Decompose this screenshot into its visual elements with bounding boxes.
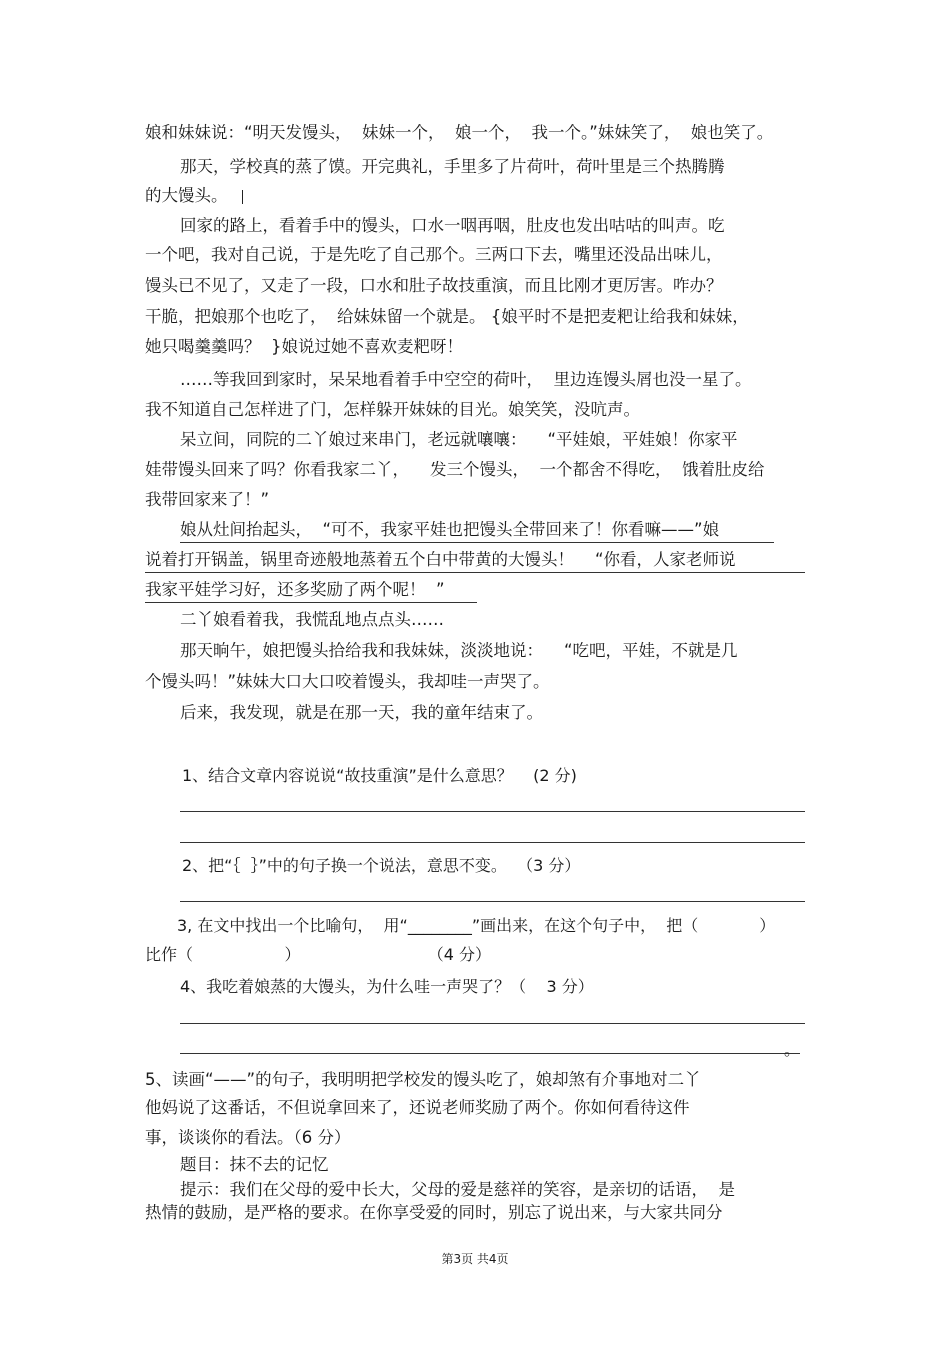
answer-line[interactable]: [180, 1023, 805, 1024]
story-line: 馒头已不见了，又走了一段，口水和肚子故技重演，而且比刚才更厉害。咋办？: [145, 276, 723, 295]
story-line: 我带回家来了！”: [145, 490, 270, 509]
underlined-sentence: 娘从灶间抬起头， “可不，我家平娃也把馒头全带回来了！你看嘛——”娘: [180, 520, 774, 543]
essay-hint: 提示：我们在父母的爱中长大，父母的爱是慈祥的笑容，是亲切的话语， 是: [180, 1180, 735, 1199]
essay-title: 题目：抹不去的记忆: [180, 1155, 329, 1174]
question-1: 1、结合文章内容说说“故技重演”是什么意思？ (2 分): [182, 766, 577, 785]
story-line: 娃带馒头回来了吗？你看我家二丫， 发三个馒头， 一个都舍不得吃， 饿着肚皮给: [145, 460, 765, 479]
story-line: 个馒头吗！”妹妹大口大口咬着馒头，我却哇一声哭了。: [145, 672, 550, 691]
answer-line[interactable]: [180, 1053, 800, 1054]
story-line: 后来，我发现，就是在那一天，我的童年结束了。: [180, 703, 543, 722]
story-line: 二丫娘看着我，我慌乱地点点头……: [180, 610, 444, 629]
period-mark: 。: [784, 1040, 801, 1059]
story-line: 干脆，把娘那个也吃了， 给妹妹留一个就是。 {娘平时不是把麦粑让给我和妹妹，: [145, 307, 749, 326]
answer-line[interactable]: [180, 842, 805, 843]
story-line: 娘和妹妹说：“明天发馒头， 妹妹一个， 娘一个， 我一个。”妹妹笑了， 娘也笑了。: [145, 123, 774, 142]
story-line: 一个吧，我对自己说，于是先吃了自己那个。三两口下去，嘴里还没品出味儿，: [145, 245, 723, 264]
question-3-cont: 比作（ ） （4 分）: [145, 945, 491, 964]
answer-line[interactable]: [180, 811, 805, 812]
text-cursor: [242, 190, 243, 204]
story-line: 我不知道自己怎样进了门，怎样躲开妹妹的目光。娘笑笑，没吭声。: [145, 400, 640, 419]
story-line: 那天晌午，娘把馒头拾给我和我妹妹，淡淡地说： “吃吧，平娃，不就是几: [180, 641, 738, 660]
question-2: 2、把“｛ ｝”中的句子换一个说法，意思不变。 （3 分）: [182, 856, 581, 875]
underlined-sentence: 我家平娃学习好，还多奖励了两个呢！ ”: [145, 580, 477, 603]
question-5: 5、读画“——”的句子，我明明把学校发的馒头吃了，娘却煞有介事地对二丫: [145, 1070, 701, 1089]
story-line: ……等我回到家时，呆呆地看着手中空空的荷叶， 里边连馒头屑也没一星了。: [180, 370, 752, 389]
story-line: 呆立间，同院的二丫娘过来串门，老远就嚷嚷： “平娃娘，平娃娘！你家平: [180, 430, 738, 449]
answer-line[interactable]: [180, 901, 805, 902]
question-4: 4、我吃着娘蒸的大馒头，为什么哇一声哭了？（ 3 分）: [180, 977, 594, 996]
story-line: 她只喝羹羹吗？ }娘说过她不喜欢麦粑呀！: [145, 337, 463, 356]
essay-hint: 热情的鼓励，是严格的要求。在你享受爱的同时，别忘了说出来，与大家共同分: [145, 1203, 723, 1222]
story-line: 的大馒头。: [145, 186, 228, 205]
underlined-sentence: 说着打开锅盖，锅里奇迹般地蒸着五个白中带黄的大馒头！ “你看，人家老师说: [145, 550, 805, 573]
story-line: 回家的路上，看着手中的馒头，口水一咽再咽，肚皮也发出咕咕的叫声。吃: [180, 216, 725, 235]
page-number: 第3页 共4页: [441, 1252, 509, 1266]
question-5-cont: 他妈说了这番话，不但说拿回来了，还说老师奖励了两个。你如何看待这件: [145, 1098, 690, 1117]
question-3: 3, 在文中找出一个比喻句， 用“________”画出来，在这个句子中， 把（ ）: [177, 916, 776, 935]
story-line: 那天，学校真的蒸了馍。开完典礼，手里多了片荷叶，荷叶里是三个热腾腾: [180, 157, 725, 176]
question-5-cont: 事，谈谈你的看法。（6 分）: [145, 1128, 351, 1147]
